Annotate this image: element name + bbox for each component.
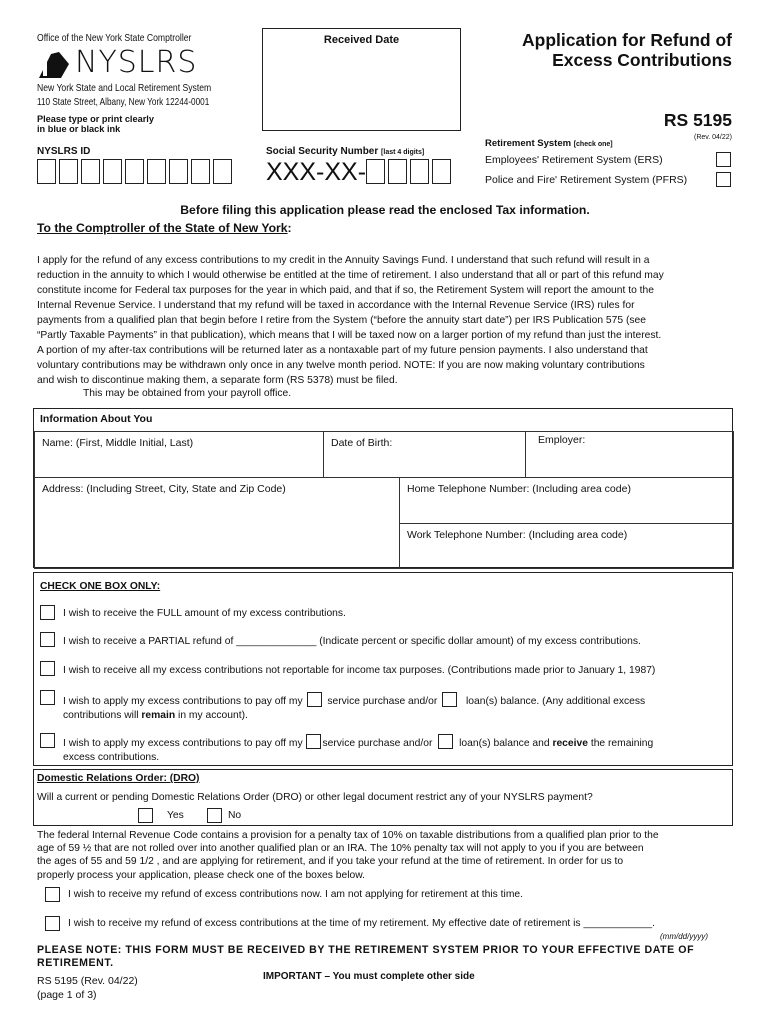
id-digit-box[interactable] — [213, 159, 232, 184]
id-digit-box[interactable] — [125, 159, 144, 184]
full-refund-checkbox[interactable] — [40, 605, 55, 620]
ssn-digit-box[interactable] — [432, 159, 451, 184]
full-refund-label: I wish to receive the FULL amount of my excess contributions. — [63, 608, 346, 619]
form-title-line-2: Excess Contributions — [552, 50, 732, 70]
office-name: Office of the New York State Comptroller — [37, 32, 192, 44]
info-heading: Information About You — [40, 413, 153, 425]
service-purchase-checkbox[interactable] — [306, 734, 321, 749]
name-field[interactable] — [34, 431, 324, 478]
penalty-line: the ages of 55 and 59 1/2 , and are applying for retirement, and if you take your refund at the time of retirement. In order for us to — [37, 856, 624, 868]
payoff-remain-text-c: loan(s) balance. (Any additional excess — [466, 696, 646, 707]
nonreportable-refund-checkbox[interactable] — [40, 661, 55, 676]
info-section — [33, 408, 733, 568]
date-format-hint: (mm/dd/yyyy) — [660, 932, 708, 941]
payoff-remain-text-d1: contributions will — [63, 710, 142, 721]
system-name: New York State and Local Retirement System — [37, 82, 212, 94]
id-digit-box[interactable] — [81, 159, 100, 184]
payoff-receive-checkbox[interactable] — [40, 733, 55, 748]
payoff-remain-text-b: service purchase and/or — [327, 696, 438, 707]
id-digit-box[interactable] — [59, 159, 78, 184]
refund-now-checkbox[interactable] — [45, 887, 60, 902]
complete-other-side-note: IMPORTANT – You must complete other side — [263, 971, 475, 982]
retirement-system-text: Retirement System — [485, 138, 572, 149]
application-statement — [37, 253, 737, 400]
nonreportable-refund-label: I wish to receive all my excess contributions not reportable for income tax purposes. (Contributions made prior to January 1, 1987) — [63, 665, 656, 676]
payoff-receive-text-b: service purchase and/or — [322, 738, 433, 749]
pfrs-checkbox[interactable] — [716, 172, 731, 187]
id-digit-box[interactable] — [147, 159, 166, 184]
payoff-remain-checkbox[interactable] — [40, 690, 55, 705]
statement-line: A portion of my after-tax contributions will be returned later as a nontaxable part of my future pension payments. I also understand that — [37, 345, 648, 356]
payoff-receive-line-2: excess contributions. — [63, 752, 160, 763]
name-label: Name: (First, Middle Initial, Last) — [42, 437, 194, 449]
dob-field[interactable] — [323, 431, 526, 478]
ssn-prefix: XXX-XX- — [266, 158, 367, 186]
home-phone-label: Home Telephone Number: (Including area code) — [407, 483, 631, 495]
statement-line: Internal Revenue Service. I understand that my refund will be taxed in accordance with the Internal Revenue Service (IRS) rules for — [37, 300, 635, 311]
options-heading: CHECK ONE BOX ONLY: — [40, 581, 161, 592]
ssn-hint: [last 4 digits] — [381, 149, 425, 156]
ssn-digit-box[interactable] — [410, 159, 429, 184]
statement-line: I apply for the refund of any excess contributions to my credit in the Annuity Savings Fund. I understand that such refund will result in a — [37, 255, 650, 266]
dro-yes-checkbox[interactable] — [138, 808, 153, 823]
statement-line: payments from a qualified plan that begin before I retire from the System (“before the annuity start date”) per IRS Publication 575 (see — [37, 315, 646, 326]
logo-text: NYSLRS — [75, 45, 198, 80]
nyslrs-id-label: NYSLRS ID — [37, 146, 91, 157]
retirement-system-label — [485, 138, 613, 149]
payoff-remain-line-1 — [63, 692, 733, 709]
statement-line: and wish to discontinue making them, a separate form (RS 5378) must be filed. — [37, 375, 398, 386]
work-phone-label: Work Telephone Number: (Including area code) — [407, 529, 628, 541]
dro-yes-label: Yes — [167, 810, 184, 821]
retirement-system-hint: [check one] — [573, 141, 613, 148]
logo-figure-icon — [37, 50, 71, 80]
statement-line: reduction in the annuity to which I would otherwise be entitled at the time of retirement. I also understand that all or part of this refund may — [37, 270, 664, 281]
payoff-remain-line-2 — [63, 709, 733, 723]
statement-line: “Partly Taxable Payments” in that publication), which means that I will be taxed now on a larger portion of my refund than just the interest. — [37, 330, 662, 341]
received-date-box — [262, 28, 461, 131]
payoff-receive-label — [63, 734, 733, 765]
refund-options-section — [33, 572, 733, 766]
address-line: 110 State Street, Albany, New York 12244-0001 — [37, 96, 210, 108]
pfrs-option-label: Police and Fire' Retirement System (PFRS) — [485, 174, 688, 186]
statement-line: constitute income for Federal tax purposes for the year in which paid, and that if so, the Retirement System will report the amount to the — [37, 285, 654, 296]
ssn-digit-box[interactable] — [388, 159, 407, 184]
penalty-line: The federal Internal Revenue Code contains a provision for a penalty tax of 10% on taxable distributions from a qualified plan prior to the — [37, 830, 659, 841]
id-digit-box[interactable] — [169, 159, 188, 184]
ers-checkbox[interactable] — [716, 152, 731, 167]
penalty-tax-text — [37, 829, 732, 882]
payroll-note: This may be obtained from your payroll office. — [83, 388, 292, 399]
loan-balance-checkbox[interactable] — [442, 692, 457, 707]
receipt-deadline-note: PLEASE NOTE: THIS FORM MUST BE RECEIVED BY THE RETIREMENT SYSTEM PRIOR TO YOUR EFFECTIVE DATE OF RETIREMENT. — [37, 944, 695, 969]
ssn-field[interactable] — [266, 159, 454, 189]
id-digit-box[interactable] — [103, 159, 122, 184]
loan-balance-checkbox[interactable] — [438, 734, 453, 749]
refund-now-label: I wish to receive my refund of excess contributions now. I am not applying for retirement at this time. — [68, 889, 523, 900]
dro-question: Will a current or pending Domestic Relations Order (DRO) or other legal document restrict any of your NYSLRS payment? — [37, 792, 593, 803]
ssn-digit-box[interactable] — [366, 159, 385, 184]
nyslrs-id-field[interactable] — [37, 159, 235, 189]
statement-line: voluntary contributions may be withdrawn only once in any twelve month period. NOTE: If you are now making voluntary contributions — [37, 360, 645, 371]
id-digit-box[interactable] — [37, 159, 56, 184]
addressee-text: To the Comptroller of the State of New York — [37, 221, 288, 235]
penalty-line: properly process your application, please check one of the boxes below. — [37, 869, 365, 881]
ssn-label-text: Social Security Number — [266, 146, 379, 157]
payoff-receive-emphasis: receive — [552, 738, 588, 749]
addressee-colon: : — [287, 221, 292, 235]
dro-heading: Domestic Relations Order: (DRO) — [37, 773, 200, 784]
received-date-label: Received Date — [323, 34, 400, 46]
form-title-line-1: Application for Refund of — [522, 30, 732, 50]
payoff-remain-emphasis: remain — [141, 710, 176, 721]
payoff-receive-text-a: I wish to apply my excess contributions to pay off my — [63, 738, 303, 749]
payoff-receive-text-c1: loan(s) balance and — [459, 738, 553, 749]
refund-at-retirement-checkbox[interactable] — [45, 916, 60, 931]
print-note-line-2: in blue or black ink — [37, 124, 121, 134]
footer-form-revision: RS 5195 (Rev. 04/22) — [37, 975, 138, 987]
service-purchase-checkbox[interactable] — [307, 692, 322, 707]
dro-no-checkbox[interactable] — [207, 808, 222, 823]
footer-page-number: (page 1 of 3) — [37, 989, 97, 1001]
penalty-line: age of 59 ½ that are not rolled over into another qualified plan or an IRA. The 10% penalty tax will not apply to you if you are between — [37, 843, 644, 855]
payoff-receive-text-c3: the remaining — [587, 738, 654, 749]
employer-field[interactable] — [525, 431, 734, 478]
dob-label: Date of Birth: — [331, 437, 393, 449]
ssn-label — [266, 146, 424, 157]
dro-no-label: No — [228, 810, 242, 821]
nyslrs-logo — [37, 45, 237, 80]
form-number: RS 5195 — [663, 110, 732, 130]
addressee — [37, 221, 292, 235]
id-digit-box[interactable] — [191, 159, 210, 184]
partial-refund-checkbox[interactable] — [40, 632, 55, 647]
work-phone-field[interactable] — [399, 523, 734, 569]
form-revision: (Rev. 04/22) — [694, 134, 732, 141]
form-title — [522, 30, 732, 70]
payoff-remain-label — [63, 692, 733, 723]
payoff-remain-text-d3: in my account). — [175, 710, 248, 721]
payoff-receive-line-1 — [63, 734, 733, 751]
payoff-remain-text-a: I wish to apply my excess contributions to pay off my — [63, 696, 303, 707]
employer-label: Employer: — [538, 434, 586, 446]
dro-section — [33, 769, 733, 826]
refund-at-retirement-label: I wish to receive my refund of excess contributions at the time of my retirement. My effective date of retirement is ____________. — [68, 918, 656, 929]
address-field[interactable] — [34, 477, 400, 569]
print-note-line-1: Please type or print clearly — [37, 114, 154, 124]
tax-info-notice: Before filing this application please read the enclosed Tax information. — [180, 203, 590, 217]
print-note — [37, 114, 154, 134]
ers-option-label: Employees' Retirement System (ERS) — [485, 154, 663, 166]
address-label: Address: (Including Street, City, State and Zip Code) — [42, 483, 286, 495]
home-phone-field[interactable] — [399, 477, 734, 524]
partial-refund-label: I wish to receive a PARTIAL refund of ______________ (Indicate percent or specific dollar amount) of my excess contributions. — [63, 636, 641, 647]
